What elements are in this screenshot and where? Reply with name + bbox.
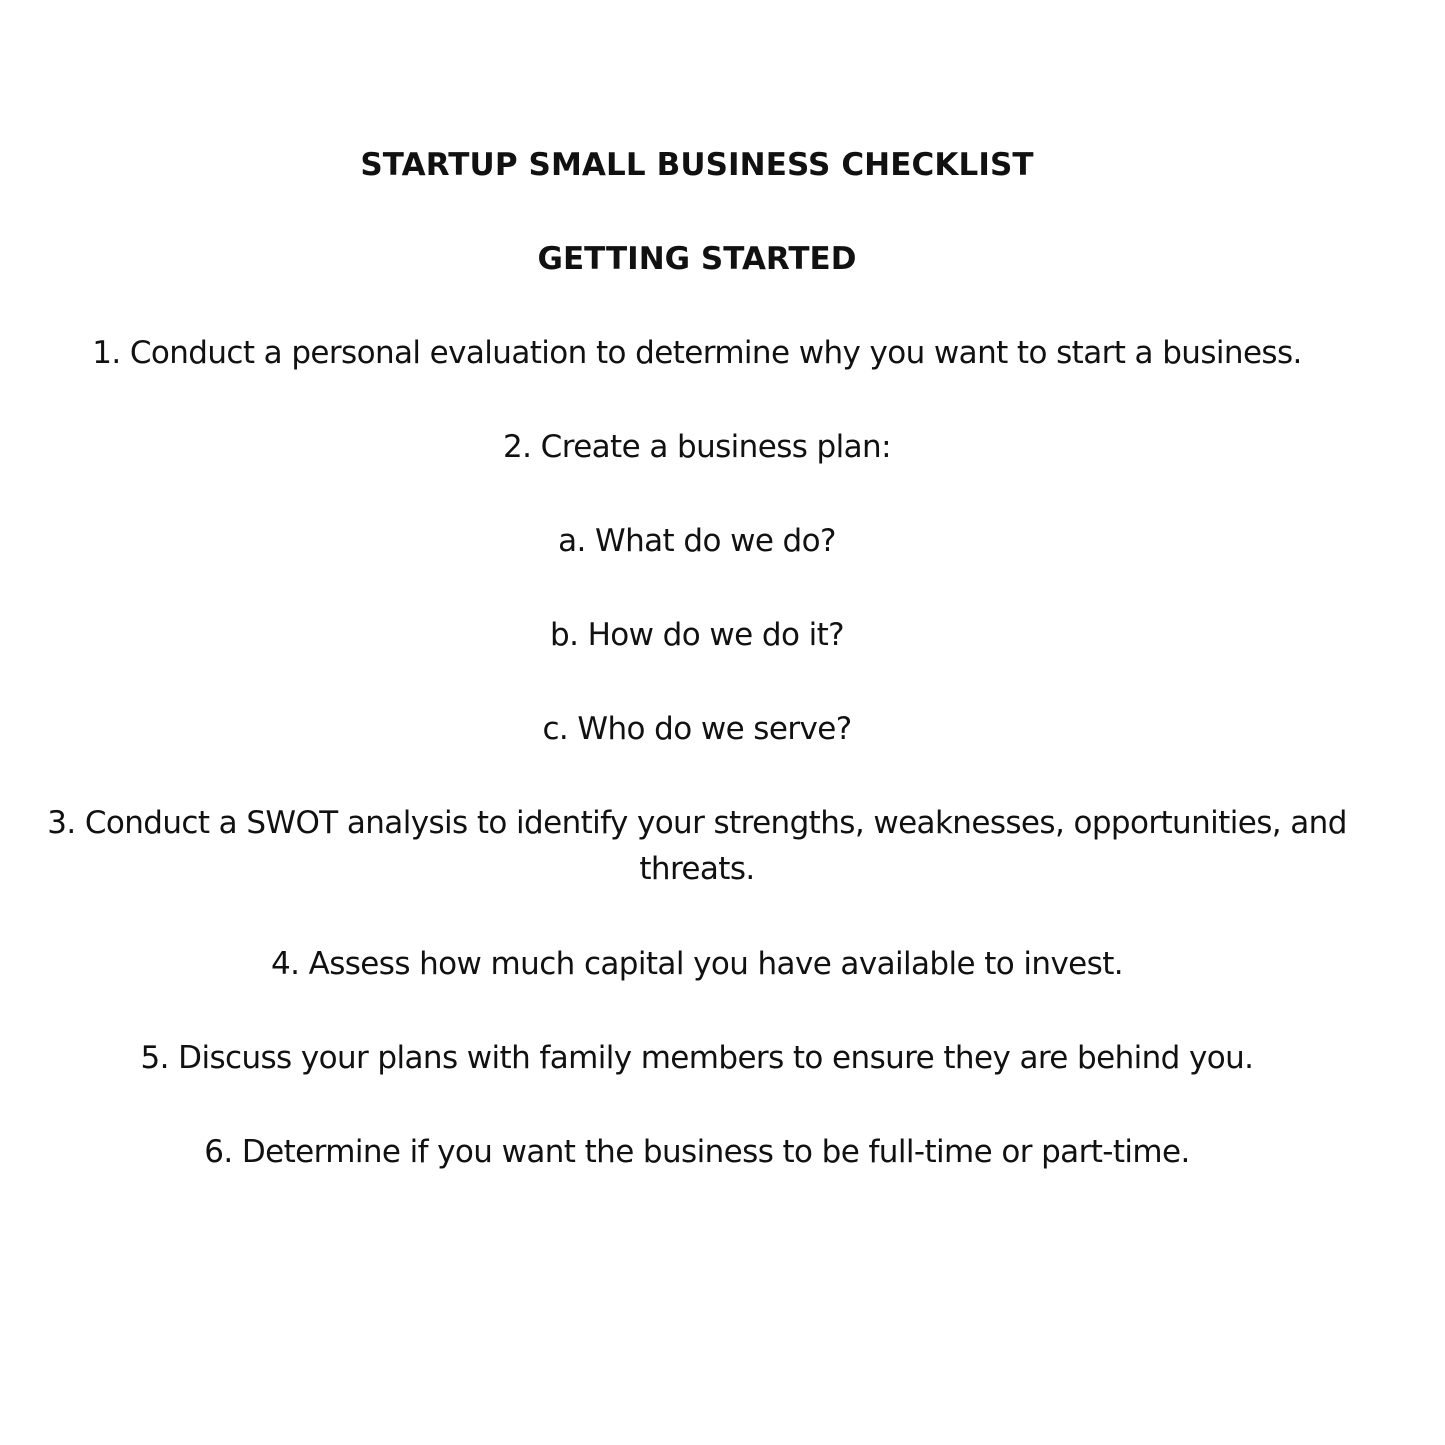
checklist-item-4: 4. Assess how much capital you have available to invest.: [270, 946, 1124, 982]
document-title: STARTUP SMALL BUSINESS CHECKLIST: [360, 147, 1034, 183]
checklist-subitem-c: c. Who do we serve?: [542, 711, 852, 747]
checklist-subitem-a: a. What do we do?: [558, 523, 836, 559]
checklist-item-5: 5. Discuss your plans with family members to ensure they are behind you.: [140, 1040, 1254, 1076]
checklist-subitem-b: b. How do we do it?: [550, 617, 844, 653]
checklist-item-1: 1. Conduct a personal evaluation to determine why you want to start a business.: [92, 335, 1302, 371]
checklist-item-6: 6. Determine if you want the business to be full-time or part-time.: [204, 1134, 1190, 1170]
checklist-item-3: 3. Conduct a SWOT analysis to identify your strengths, weaknesses, opportunities, and threats.: [47, 805, 1347, 887]
section-heading: GETTING STARTED: [537, 241, 857, 277]
checklist-item-2: 2. Create a business plan:: [503, 429, 891, 465]
